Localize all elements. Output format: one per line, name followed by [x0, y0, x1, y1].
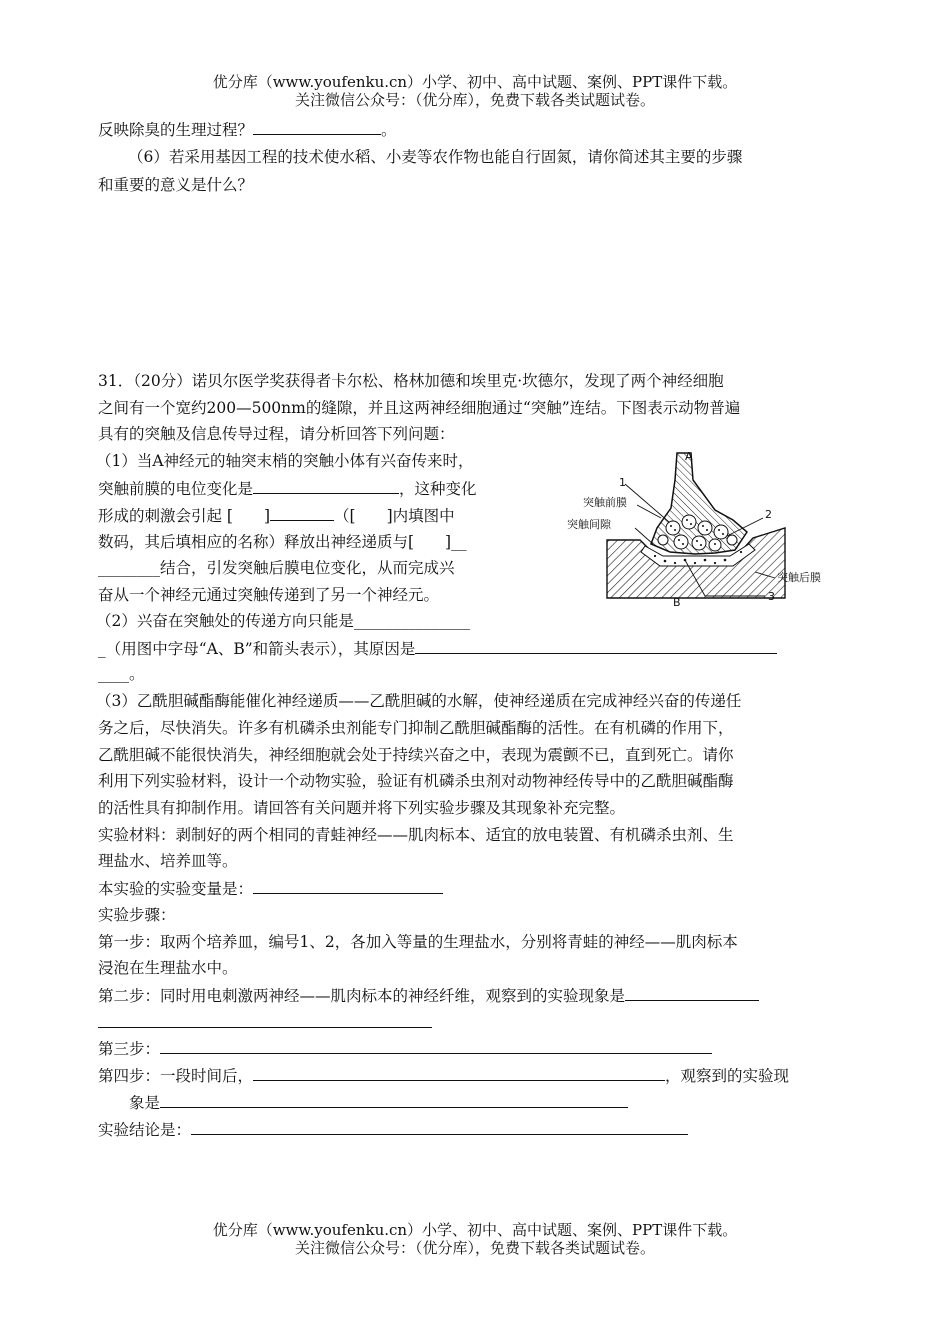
q31-p2-line-2	[98, 638, 777, 659]
q30-part6-line-2: 和重要的意义是什么？	[98, 176, 254, 194]
q30-part6-line-1: （6）若采用基因工程的技术使水稻、小麦等农作物也能自行固氮，请你简述其主要的步骤	[128, 148, 743, 166]
q31-step2-blank-cont[interactable]	[98, 1012, 432, 1033]
q31-p2-line-3: ____。	[98, 665, 145, 683]
q31-step4-text-c: 象是	[129, 1094, 161, 1112]
label-1: 1	[619, 476, 626, 489]
label-pre-membrane: 突触前膜	[583, 496, 627, 509]
q31-p2-text: _（用图中字母“A、B”和箭头表示），其原因是	[98, 640, 416, 658]
q31-step3-line	[98, 1038, 712, 1059]
q31-step4-blank-2[interactable]	[160, 1092, 628, 1108]
q31-variable-blank[interactable]	[253, 878, 443, 894]
q31-p1-text-a: 突触前膜的电位变化是	[98, 480, 254, 498]
q31-conclusion-label: 实验结论是：	[98, 1121, 192, 1139]
q31-intro-1: 31．（20分）诺贝尔医学奖获得者卡尔松、格林加德和埃里克·坎德尔，发现了两个神经细胞	[98, 372, 724, 390]
label-3: 3	[768, 590, 775, 603]
q31-step1-line-2: 浸泡在生理盐水中。	[98, 959, 238, 977]
q30-answer-blank[interactable]	[253, 119, 381, 135]
q30-line-1	[98, 119, 397, 140]
q31-p1-line-3	[98, 505, 455, 526]
q31-p1-blank-potential[interactable]	[253, 478, 399, 494]
q30-end: 。	[381, 121, 397, 139]
q31-p1-line-5: ________结合，引发突触后膜电位变化，从而完成兴	[98, 559, 455, 577]
q31-variable-line	[98, 878, 443, 899]
q31-p3-line-5: 的活性具有抑制作用。请回答有关问题并将下列实验步骤及其现象补充完整。	[98, 799, 626, 817]
q31-step4-blank[interactable]	[253, 1065, 665, 1081]
q31-step3-label: 第三步：	[98, 1040, 161, 1058]
synapse-diagram	[565, 448, 850, 613]
q31-conclusion-line	[98, 1119, 688, 1140]
label-a: A	[685, 450, 693, 463]
label-cleft: 突触间隙	[567, 518, 611, 531]
q31-p1-blank-structure[interactable]	[270, 505, 334, 521]
q31-materials-2: 理盐水、培养皿等。	[98, 852, 238, 870]
footer-line-1: 优分库（www.youfenku.cn）小学、初中、高中试题、案例、PPT课件下载。	[212, 1221, 738, 1239]
q31-step1-line-1: 第一步：取两个培养皿，编号1、2，各加入等量的生理盐水，分别将青蛙的神经——肌肉标本	[98, 933, 738, 951]
header-line-2: 关注微信公众号：（优分库），免费下载各类试题试卷。	[294, 91, 655, 109]
q31-p1-line-1: （1）当A神经元的轴突末梢的突触小体有兴奋传来时，	[96, 452, 474, 470]
q31-p3-line-2: 务之后，尽快消失。许多有机磷杀虫剂能专门抑制乙酰胆碱酯酶的活性。在有机磷的作用下，	[98, 719, 734, 737]
q31-step4-text-a: 第四步：一段时间后，	[98, 1067, 254, 1085]
label-b: B	[673, 596, 681, 609]
q31-p3-line-4: 利用下列实验材料，设计一个动物实验，验证有机磷杀虫剂对动物神经传导中的乙酰胆碱酯酶	[98, 772, 734, 790]
q31-materials-1: 实验材料：剥制好的两个相同的青蛙神经——肌肉标本、适宜的放电装置、有机磷杀虫剂、生	[98, 826, 734, 844]
q31-p3-line-1: （3）乙酰胆碱酯酶能催化神经递质——乙酰胆碱的水解，使神经递质在完成神经兴奋的传递任	[96, 692, 742, 710]
label-2: 2	[765, 508, 772, 521]
header-line-1: 优分库（www.youfenku.cn）小学、初中、高中试题、案例、PPT课件下载。	[212, 73, 738, 91]
q31-step3-blank[interactable]	[160, 1038, 712, 1054]
q31-p1-line-4: 数码，其后填相应的名称）释放出神经递质与[ ]__	[98, 533, 467, 551]
q31-intro-3: 具有的突触及信息传导过程，请分析回答下列问题：	[98, 425, 455, 443]
q31-step2-line	[98, 985, 759, 1006]
q31-step4-text-b: ，观察到的实验现	[665, 1067, 790, 1085]
q31-p2-blank-reason[interactable]	[415, 638, 777, 654]
q31-steps-heading: 实验步骤：	[98, 906, 176, 924]
q31-p1-text-b: ，这种变化	[399, 480, 477, 498]
q31-p1-text-c: 形成的刺激会引起 [ ]	[98, 507, 271, 525]
q30-text: 反映除臭的生理过程？	[98, 121, 254, 139]
q31-p1-line-6: 奋从一个神经元通过突触传递到了另一个神经元。	[98, 586, 440, 604]
label-post-membrane: 突触后膜	[777, 571, 821, 584]
q31-step2-blank[interactable]	[625, 985, 759, 1001]
q31-conclusion-blank[interactable]	[191, 1119, 688, 1135]
q31-p3-line-3: 乙酰胆碱不能很快消失，神经细胞就会处于持续兴奋之中，表现为震颤不已，直到死亡。请你	[98, 746, 734, 764]
q31-step2-blank-2[interactable]	[98, 1012, 432, 1028]
q31-step2-text: 第二步：同时用电刺激两神经——肌肉标本的神经纤维，观察到的实验现象是	[98, 987, 626, 1005]
q31-variable-label: 本实验的实验变量是：	[98, 880, 254, 898]
q31-step4-line-2	[129, 1092, 628, 1113]
q31-p1-line-2	[98, 478, 477, 499]
q31-p2-line-1: （2）兴奋在突触处的传递方向只能是_______________	[96, 612, 471, 630]
footer-line-2: 关注微信公众号：（优分库），免费下载各类试题试卷。	[294, 1239, 655, 1257]
q31-p1-text-d: （[ ]内填图中	[334, 507, 455, 525]
q31-intro-2: 之间有一个宽约200—500nm的缝隙，并且这两神经细胞通过“突触”连结。下图表示动物普遍	[98, 399, 741, 417]
q31-step4-line	[98, 1065, 789, 1086]
